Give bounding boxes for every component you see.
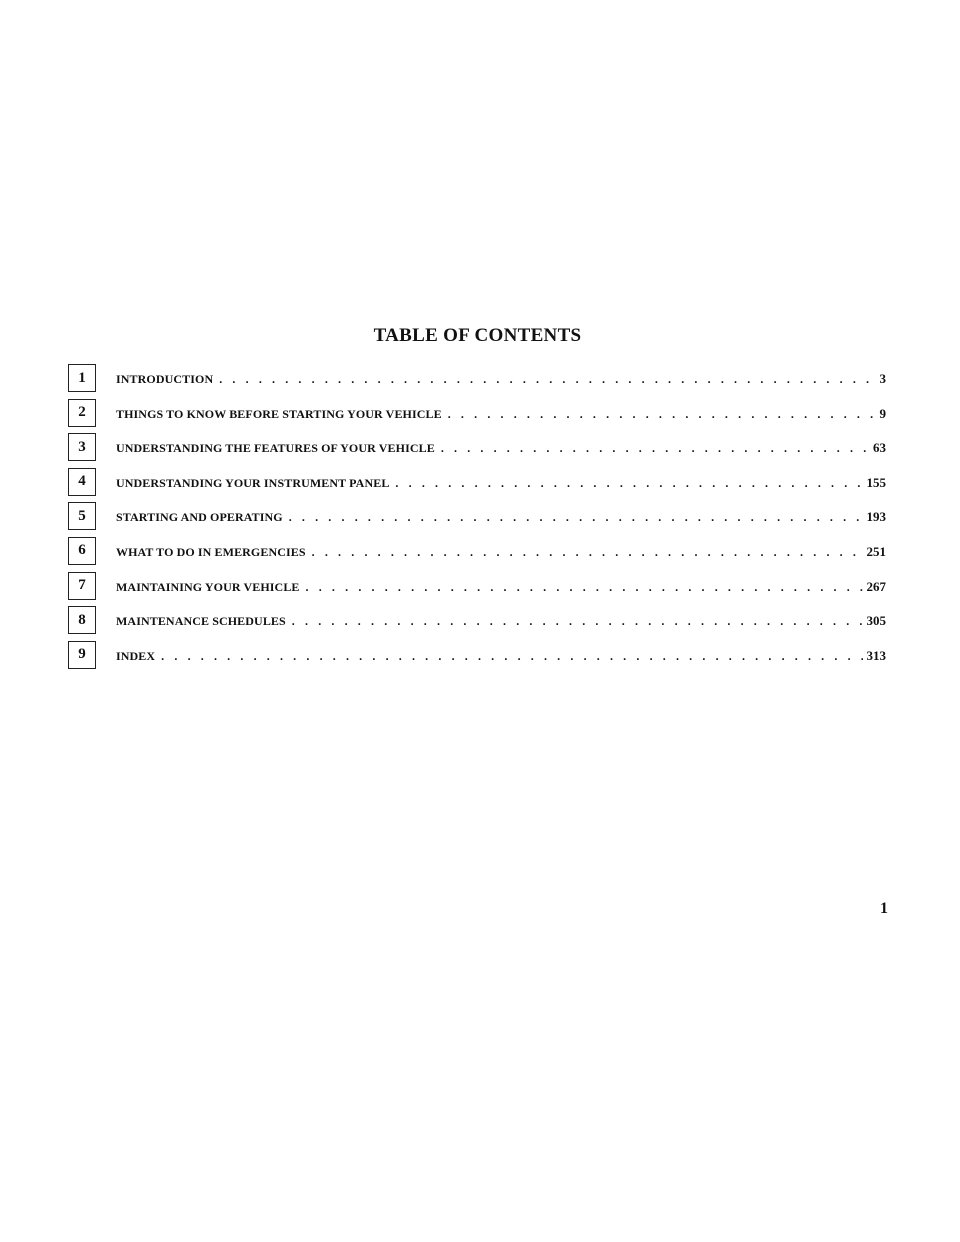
toc-entry-title[interactable]: MAINTENANCE SCHEDULES bbox=[116, 614, 286, 629]
toc-entry-line bbox=[116, 613, 886, 629]
toc-entry-introduction[interactable] bbox=[68, 364, 886, 399]
dot-leader bbox=[289, 510, 863, 525]
toc-entry-line bbox=[116, 544, 886, 560]
toc-entry-page[interactable]: 267 bbox=[866, 578, 886, 594]
toc-entry-maintaining[interactable] bbox=[68, 572, 886, 607]
dot-leader bbox=[441, 441, 869, 456]
toc-entry-title[interactable]: MAINTAINING YOUR VEHICLE bbox=[116, 579, 300, 594]
page-title: TABLE OF CONTENTS bbox=[373, 325, 582, 346]
toc-entry-index[interactable] bbox=[68, 641, 886, 676]
toc-entry-maintenance-schedules[interactable] bbox=[68, 606, 886, 641]
toc-entry-page[interactable]: 251 bbox=[866, 543, 886, 559]
section-tab[interactable]: 9 bbox=[68, 641, 96, 669]
toc-entry-line bbox=[116, 509, 886, 525]
toc-entry-page[interactable]: 313 bbox=[866, 647, 886, 663]
toc-entry-instrument-panel[interactable] bbox=[68, 468, 886, 503]
toc-entry-things-to-know[interactable] bbox=[68, 399, 886, 434]
page-number: 1 bbox=[880, 900, 888, 917]
toc-entry-page[interactable]: 193 bbox=[866, 509, 886, 525]
section-tab[interactable]: 1 bbox=[68, 364, 96, 392]
toc-entry-title[interactable]: STARTING AND OPERATING bbox=[116, 510, 283, 525]
toc-entry-line bbox=[116, 406, 886, 422]
toc-entry-emergencies[interactable] bbox=[68, 537, 886, 572]
toc-entry-line bbox=[116, 371, 886, 387]
toc-entry-title[interactable]: WHAT TO DO IN EMERGENCIES bbox=[116, 544, 306, 559]
toc-entry-title[interactable]: THINGS TO KNOW BEFORE STARTING YOUR VEHICLE bbox=[116, 406, 442, 421]
toc-entry-title[interactable]: INTRODUCTION bbox=[116, 372, 214, 386]
toc-entry-starting-operating[interactable] bbox=[68, 502, 886, 537]
dot-leader bbox=[292, 614, 863, 629]
dot-leader bbox=[161, 649, 862, 664]
toc-entry-title[interactable]: UNDERSTANDING THE FEATURES OF YOUR VEHICLE bbox=[116, 441, 435, 456]
toc-entry-page[interactable]: 3 bbox=[879, 371, 886, 386]
section-tab[interactable]: 7 bbox=[68, 572, 96, 600]
dot-leader bbox=[306, 580, 863, 595]
dot-leader bbox=[219, 372, 875, 387]
section-tab[interactable]: 4 bbox=[68, 468, 96, 496]
toc-entry-page[interactable]: 155 bbox=[866, 474, 886, 490]
toc-entry-features[interactable] bbox=[68, 433, 886, 468]
section-tab[interactable]: 3 bbox=[68, 433, 96, 461]
dot-leader bbox=[448, 407, 876, 422]
section-tab[interactable]: 6 bbox=[68, 537, 96, 565]
toc-entry-title[interactable]: INDEX bbox=[116, 648, 156, 663]
toc-entry-page[interactable]: 9 bbox=[879, 405, 886, 421]
toc-entry-line bbox=[116, 579, 886, 595]
toc-entry-page[interactable]: 63 bbox=[873, 440, 886, 456]
toc-entry-title[interactable]: UNDERSTANDING YOUR INSTRUMENT PANEL bbox=[116, 475, 390, 490]
dot-leader bbox=[312, 545, 863, 560]
toc-list bbox=[68, 364, 886, 675]
toc-entry-line bbox=[116, 475, 886, 491]
section-tab[interactable]: 5 bbox=[68, 502, 96, 530]
section-tab[interactable]: 2 bbox=[68, 399, 96, 427]
toc-entry-line bbox=[116, 440, 886, 456]
dot-leader bbox=[395, 476, 862, 491]
toc-entry-page[interactable]: 305 bbox=[866, 613, 886, 629]
toc-entry-line bbox=[116, 648, 886, 664]
section-tab[interactable]: 8 bbox=[68, 606, 96, 634]
